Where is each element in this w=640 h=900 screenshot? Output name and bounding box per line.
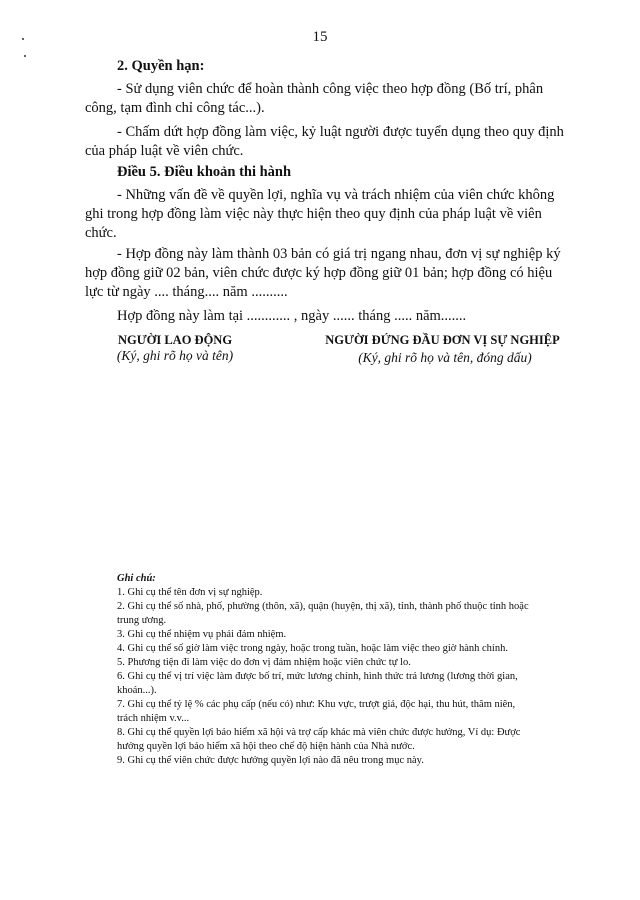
paragraph-line: - Chấm dứt hợp đồng làm việc, kỷ luật người được tuyển dụng theo quy định: [117, 124, 564, 140]
note-line: 6. Ghi cụ thể vị trí việc làm được bố trí, mức lương chính, hình thức trả lương (lương thời gian,: [117, 671, 518, 682]
note-line: hưởng quyền lợi bảo hiểm xã hội theo chế độ hiện hành của Nhà nước.: [117, 741, 415, 752]
note-line: 1. Ghi cụ thể tên đơn vị sự nghiệp.: [117, 587, 263, 598]
note-line: trung ương.: [117, 615, 167, 626]
note-line: 4. Ghi cụ thể số giờ làm việc trong ngày, hoặc trong tuần, hoặc làm việc theo giờ hành chính.: [117, 643, 508, 654]
employee-signature-instruction: (Ký, ghi rõ họ và tên): [116, 348, 234, 363]
note-line: 5. Phương tiện đi làm việc do đơn vị đảm nhiệm hoặc viên chức tự lo.: [117, 657, 411, 668]
notes-section: [117, 572, 529, 768]
head-signature-instruction: (Ký, ghi rõ họ và tên, đóng dấu): [358, 350, 532, 365]
paragraph-line: chức.: [85, 225, 117, 241]
paragraph-line: - Những vấn đề về quyền lợi, nghĩa vụ và trách nhiệm của viên chức không: [117, 187, 555, 203]
paragraph-line: - Sử dụng viên chức để hoàn thành công việc theo hợp đồng (Bố trí, phân: [117, 81, 544, 97]
paragraph-line: công, tạm đình chỉ công tác...).: [85, 100, 265, 116]
note-line: 9. Ghi cụ thể viên chức được hưởng quyền lợi nào đã nêu trong mục này.: [117, 755, 424, 766]
paragraph-line: của pháp luật về viên chức.: [85, 143, 244, 159]
employee-signature-title: NGƯỜI LAO ĐỘNG: [117, 333, 233, 347]
notes-title: Ghi chú:: [117, 573, 156, 584]
article-heading: Điều 5. Điều khoản thi hành: [117, 164, 292, 180]
section-heading-rights: 2. Quyền hạn:: [117, 58, 205, 74]
scan-speck: [24, 55, 26, 57]
note-line: 8. Ghi cụ thể quyền lợi bảo hiểm xã hội và trợ cấp khác mà viên chức được hưởng, Ví dụ: Được: [117, 727, 521, 738]
page-number: 15: [312, 29, 328, 45]
note-line: trách nhiệm v.v...: [117, 713, 190, 724]
note-line: 3. Ghi cụ thể nhiệm vụ phải đảm nhiệm.: [117, 629, 287, 640]
head-signature-title: NGƯỜI ĐỨNG ĐẦU ĐƠN VỊ SỰ NGHIỆP: [325, 333, 560, 347]
paragraph-line: - Hợp đồng này làm thành 03 bản có giá trị ngang nhau, đơn vị sự nghiệp ký: [117, 246, 561, 262]
contract-place-line: Hợp đồng này làm tại ............ , ngày ...... tháng ..... năm.......: [117, 308, 467, 324]
paragraph-line: lực từ ngày .... tháng.... năm ..........: [85, 284, 288, 300]
paragraph-line: hợp đồng giữ 02 bản, viên chức được ký hợp đồng giữ 01 bản; hợp đồng có hiệu: [85, 265, 553, 281]
note-line: 7. Ghi cụ thể tỷ lệ % các phụ cấp (nếu có) như: Khu vực, trượt giá, độc hại, thu hút, thâm niên,: [117, 699, 516, 710]
paragraph-line: ghi trong hợp đồng làm việc này thực hiện theo quy định của pháp luật về viên: [85, 206, 542, 222]
note-line: 2. Ghi cụ thể số nhà, phố, phường (thôn, xã), quận (huyện, thị xã), tỉnh, thành phố thuộc tỉnh hoặc: [117, 601, 529, 612]
note-line: khoán...).: [117, 685, 157, 696]
